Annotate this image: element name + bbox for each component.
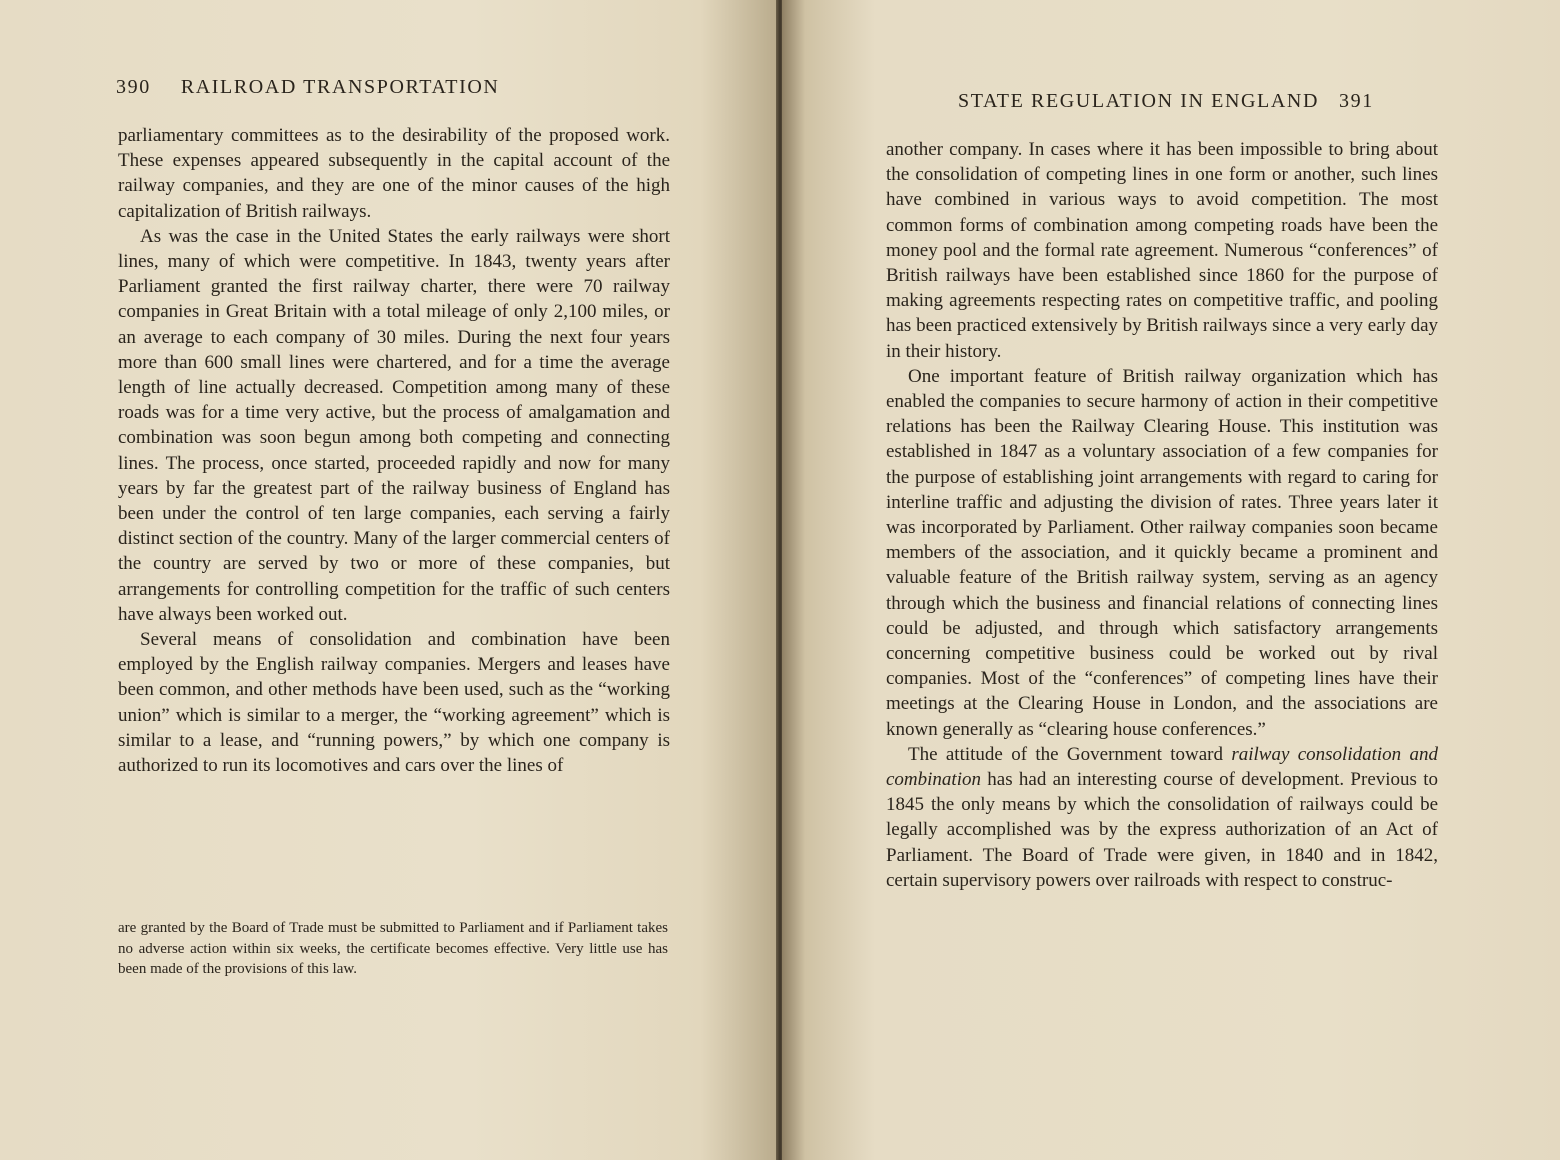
footnote bbox=[118, 918, 668, 980]
left-body-text bbox=[118, 123, 670, 778]
right-page-number: 391 bbox=[1339, 90, 1374, 112]
left-page bbox=[0, 0, 778, 1160]
paragraph: As was the case in the United States the early railways were short lines, many of which were competitive. In 1843, twenty years after Parliament granted the first railway charter, there were 70 railway companies in Great Britain with a total mileage of only 2,100 miles, or an average to each company of 30 miles. During the next four years more than 600 small lines were chartered, and for a time the average length of line actually decreased. Competition among many of these roads was for a time very active, but the process of amalgamation and combination was soon begun among both competing and connecting lines. The process, once started, proceeded rapidly and now for many years by far the greatest part of the railway business of England has been under the control of ten large companies, each serving a fairly distinct section of the country. Many of the larger commercial centers of the country are served by two or more of these companies, but arrangements for controlling competition for the traffic of such centers have always been worked out. bbox=[118, 225, 670, 625]
left-head-title: RAILROAD TRANSPORTATION bbox=[180, 76, 500, 98]
footnote-text: are granted by the Board of Trade must be submitted to Parliament and if Parliament takes no adverse action within six weeks, the certificate becomes effective. Very little use has been made of the provisions of this law. bbox=[118, 920, 668, 977]
paragraph-rest: has had an interesting course of development. Previous to 1845 the only means by which the consolidation of railways could be legally accomplished was by the express authorization of an Act of Parliament. The Board of Trade were given, in 1840 and in 1842, certain supervisory powers over railroads with respect to construc- bbox=[886, 769, 1438, 891]
paragraph: One important feature of British railway organization which has enabled the companies to secure harmony of action in their competitive relations has been the Railway Clearing House. This institution was established in 1847 as a voluntary association of a few companies for the purpose of establishing joint arrangements with regard to caring for interline traffic and adjusting the division of rates. Three years later it was incorporated by Parliament. Other railway companies soon became members of the association, and it quickly became a prominent and valuable feature of the British railway system, serving as an agency through which the business and financial relations of connecting lines could be adjusted, and through which satisfactory arrangements concerning competitive business could be worked out by rival companies. Most of the “conferences” of competing lines have their meetings at the Clearing House in London, and the associations are known generally as “clearing house conferences.” bbox=[886, 365, 1438, 740]
paragraph-italic-phrase: railway consolidation and combination bbox=[886, 743, 1439, 791]
paragraph bbox=[886, 742, 1438, 893]
right-running-head bbox=[958, 90, 1374, 113]
right-body-text bbox=[886, 137, 1438, 893]
paragraph: parliamentary committees as to the desirability of the proposed work. These expenses appeared subsequently in the capital account of the railway companies, and they are one of the minor causes of the high capitalization of British railways. bbox=[118, 125, 670, 222]
paragraph: another company. In cases where it has been impossible to bring about the consolidation of competing lines in one form or another, such lines have combined in various ways to avoid competition. The most common forms of combination among competing roads have been the money pool and the formal rate agreement. Numerous “conferences” of British railways have been established since 1860 for the purpose of making agreements respecting rates on competitive traffic, and pooling has been practiced extensively by British railways since a very early day in their history. bbox=[886, 139, 1438, 362]
right-head-title: STATE REGULATION IN ENGLAND bbox=[958, 90, 1320, 112]
left-page-number: 390 bbox=[116, 76, 151, 98]
paragraph: Several means of consolidation and combination have been employed by the English railway companies. Mergers and leases have been common, and other methods have been used, such as the “working union” which is similar to a merger, the “working agreement” which is similar to a lease, and “running powers,” by which one company is authorized to run its locomotives and cars over the lines of bbox=[118, 629, 670, 777]
left-running-head bbox=[116, 76, 499, 99]
paragraph-lead: The attitude of the Government toward bbox=[908, 743, 1223, 765]
